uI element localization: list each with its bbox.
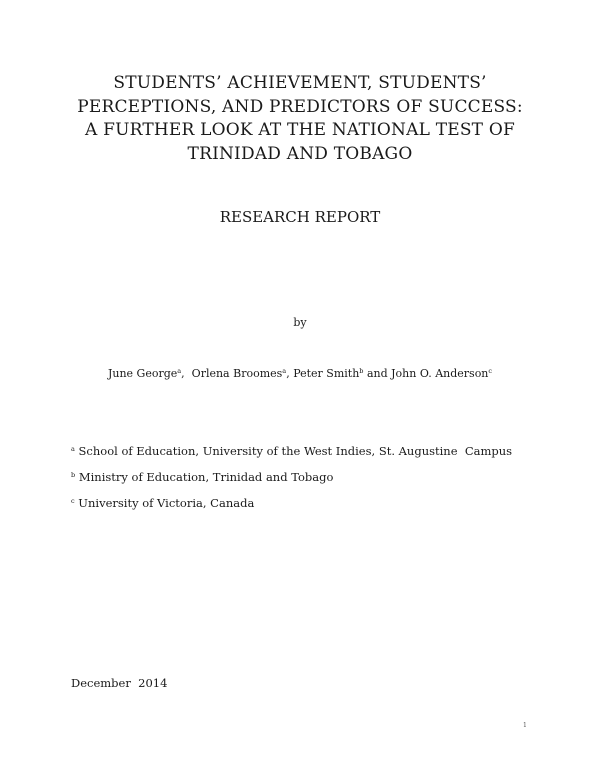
affiliation-line <box>71 470 333 484</box>
report-date: December 2014 <box>71 676 168 690</box>
title-line: STUDENTS’ ACHIEVEMENT, STUDENTS’ <box>113 73 487 93</box>
affiliation-text: Ministry of Education, Trinidad and Tobago <box>78 470 334 484</box>
affiliation-line <box>71 496 254 510</box>
author-name: June George <box>107 367 178 380</box>
page-number: 1 <box>523 722 527 729</box>
author-list <box>0 367 600 380</box>
affiliation-mark: b <box>71 471 76 479</box>
affiliation-line <box>71 444 512 458</box>
author-separator: and <box>363 367 392 380</box>
affiliation-text: School of Education, University of the West Indies, St. Augustine Campus <box>78 444 513 458</box>
author-affiliation-mark: b <box>359 367 364 375</box>
title-line: PERCEPTIONS, AND PREDICTORS OF SUCCESS: <box>77 96 523 117</box>
affiliation-mark: c <box>71 497 75 505</box>
report-subtitle: RESEARCH REPORT <box>219 208 381 226</box>
author-name: Orlena Broomes <box>191 367 283 380</box>
affiliation-mark: a <box>71 445 75 453</box>
author-affiliation-mark: a <box>177 367 182 375</box>
title-line: TRINIDAD AND TOBAGO <box>187 143 413 164</box>
author-name: Peter Smith <box>293 367 360 380</box>
by-label: by <box>293 316 307 329</box>
author-affiliation-mark: a <box>282 367 287 375</box>
title-line: A FURTHER LOOK AT THE NATIONAL TEST OF <box>85 120 515 140</box>
report-title <box>60 72 540 166</box>
author-affiliation-mark: c <box>488 367 493 375</box>
affiliation-text: University of Victoria, Canada <box>78 496 255 510</box>
author-separator: , <box>181 367 192 380</box>
author-separator: , <box>286 367 294 380</box>
author-name: John O. Anderson <box>391 367 489 380</box>
